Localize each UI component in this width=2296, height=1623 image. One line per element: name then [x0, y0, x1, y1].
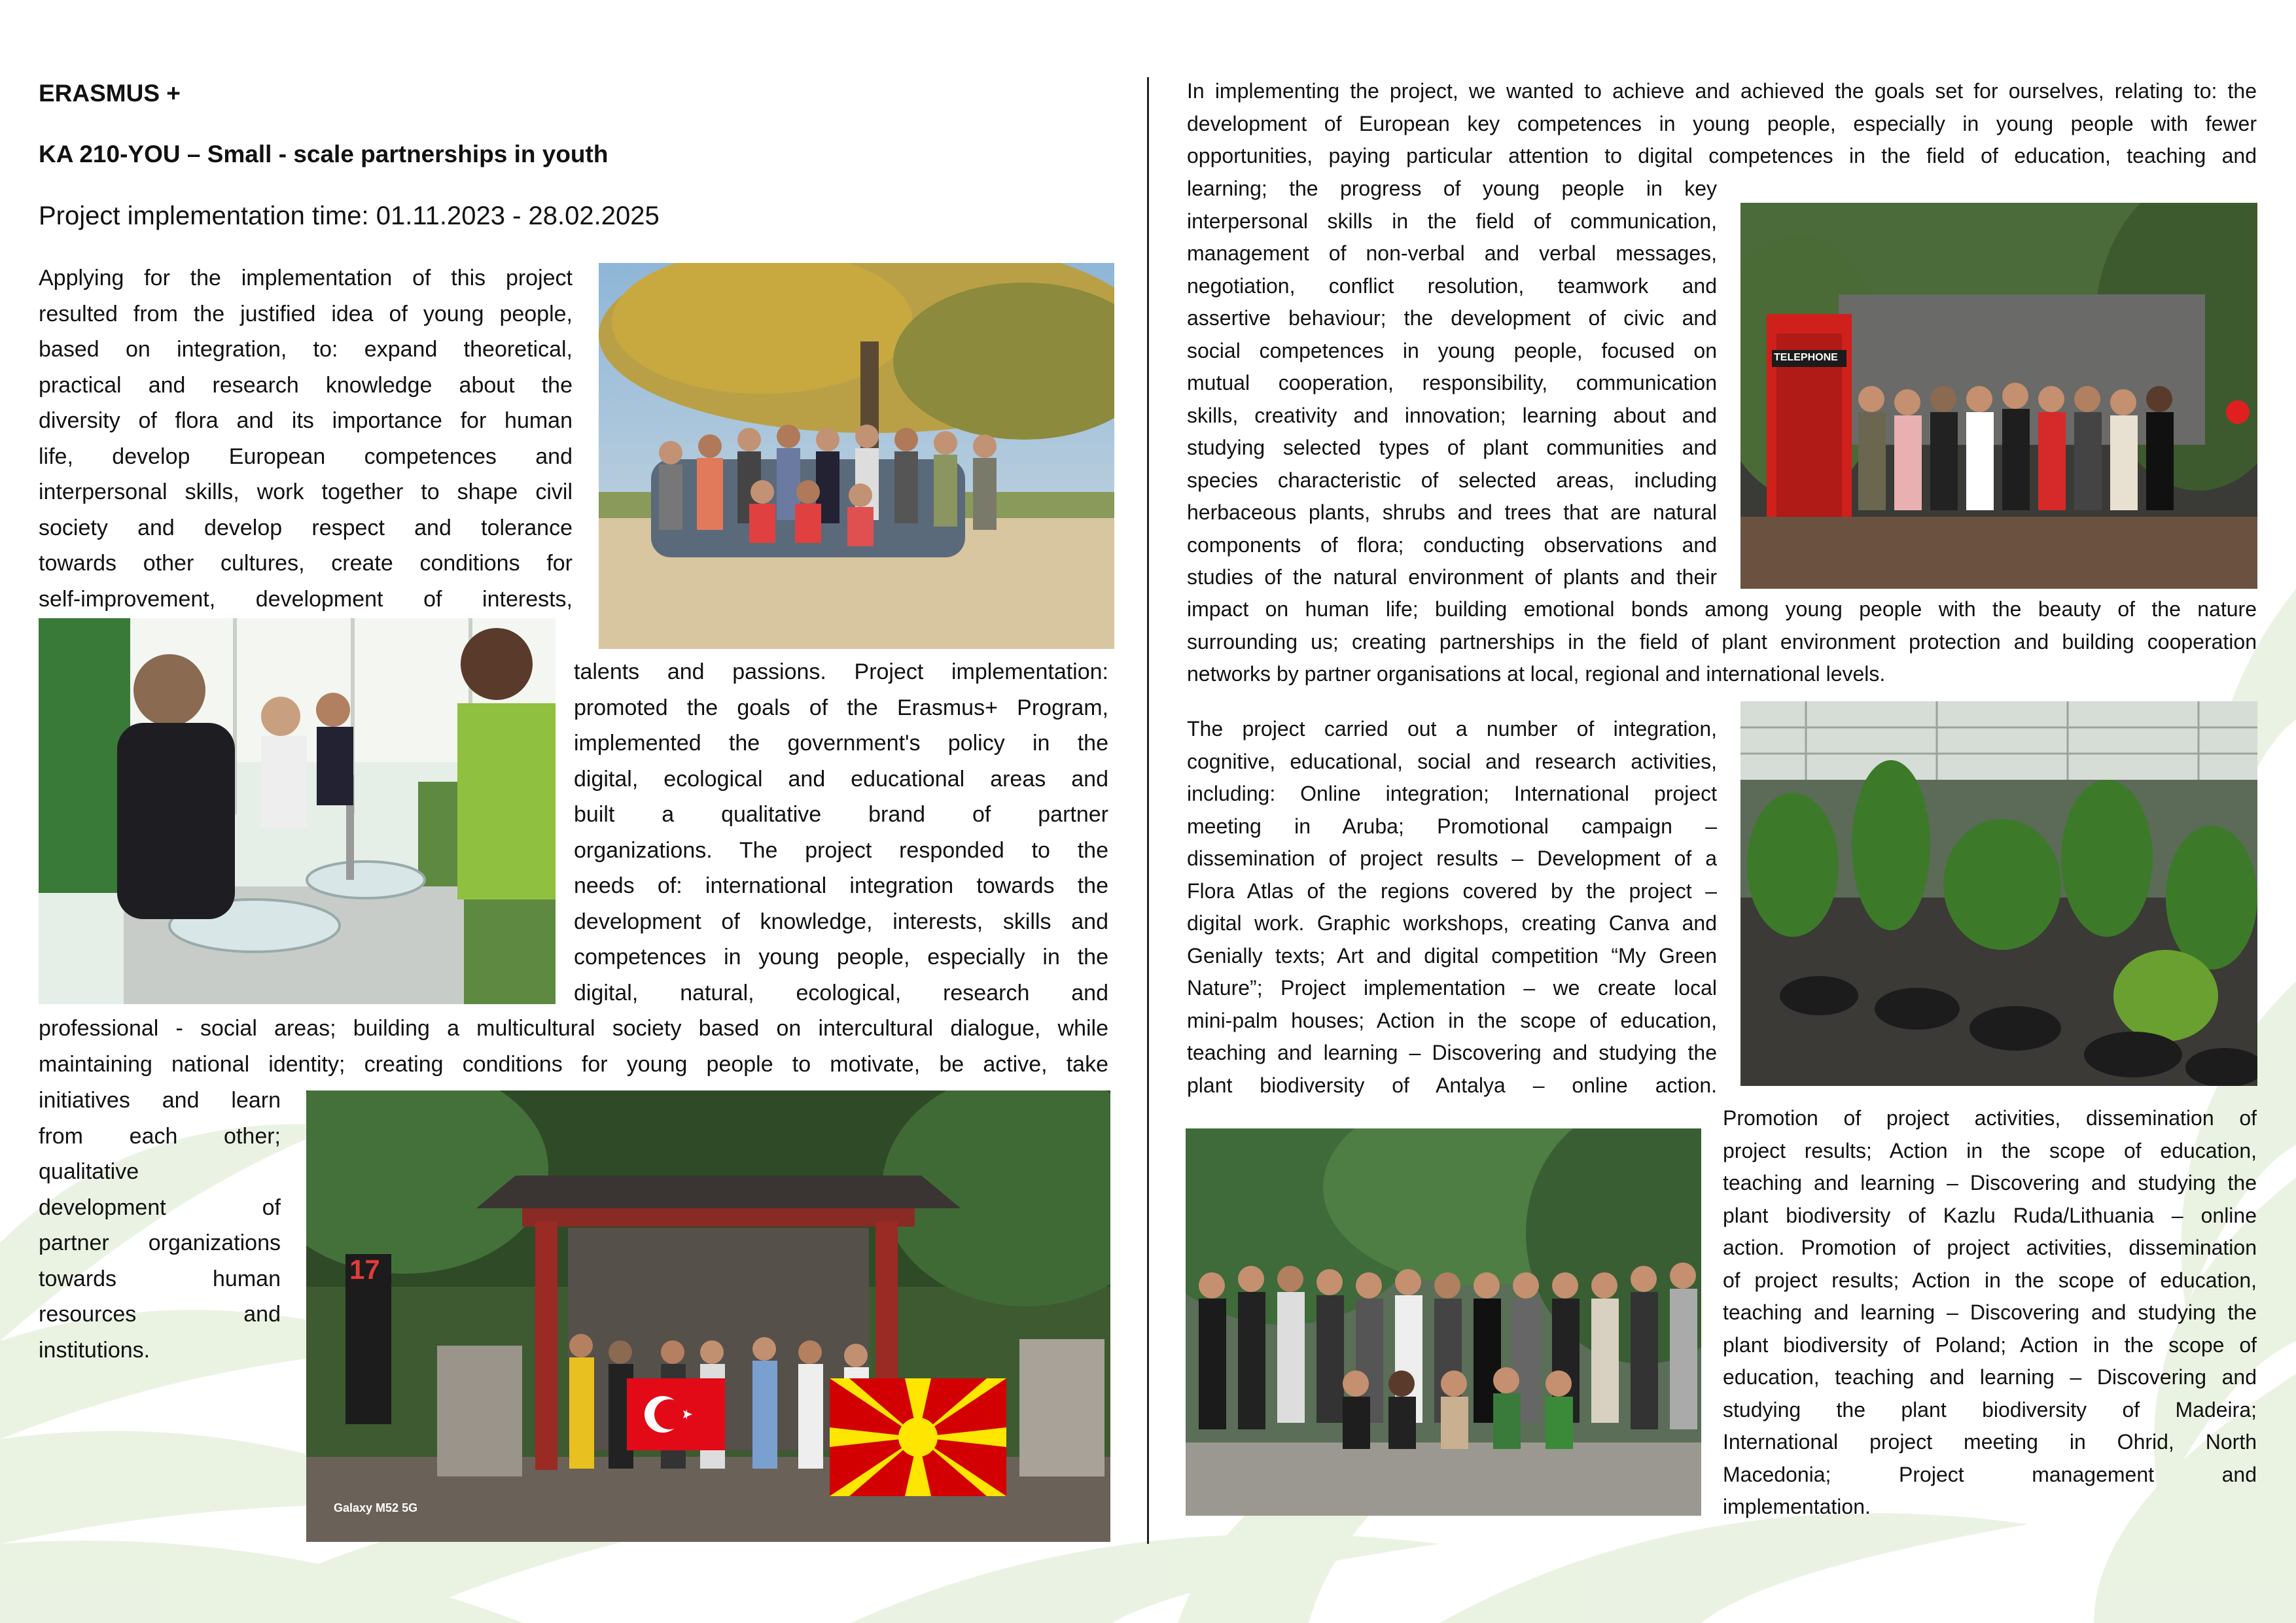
photo-telephone-booth-group: [1740, 203, 2257, 589]
photo-greenhouse-plants: [1740, 701, 2257, 1086]
camera-watermark: Galaxy M52 5G: [334, 1501, 418, 1514]
telephone-sign: TELEPHONE: [1774, 352, 1838, 363]
right-paragraph-2: The project carried out a number of integration, cognitive, educational, social and research activities, including: Online integration; International project meeting in Aruba; Promotional campaign – dissemination of project results – Development of a Flora Atlas of the regions covered by the project – digital work. Graphic workshops, creating Canva and Genially texts; Art and digital competition “My Green Nature”; Project implementation – we create local mini-palm houses; Action in the scope of education, teaching and learning – Discovering and studying the plant biodiversity of Antalya – online action.: [1187, 717, 1717, 1097]
photo-palm-house-group: [1186, 1128, 1701, 1516]
action-title: KA 210-YOU – Small - scale partnerships in youth: [39, 141, 609, 167]
garden-sign-number: 17: [349, 1254, 380, 1285]
right-paragraph-3: Promotion of project activities, dissemination of project results; Action in the scope of education, teaching and learning – Discovering and studying the plant biodiversity of Kazlu Ruda/Lithuania – online action. Promotion of project activities, dissemination of project results; Action in the scope of education, teaching and learning – Discovering and studying the plant biodiversity of Poland; Action in the scope of education, teaching and learning – Discovering and studying the plant biodiversity of Madeira; International project meeting in Ohrid, North Macedonia; Project management and implementation.: [1723, 1106, 2257, 1518]
left-paragraph-3: professional - social areas; building a multicultural society based on intercultural dialogue, while maintaining national identity; creating conditions for young people to motivate, be active, take: [39, 1016, 1108, 1077]
column-divider: [1147, 77, 1149, 1544]
right-paragraph-1-narrow: learning; the progress of young people in key interpersonal skills in the field of communication, management of non-verbal and verbal messages, negotiation, conflict resolution, teamwork and assertive behaviour; the development of civic and social competences in young people, focused on mutual cooperation, responsibility, communication skills, creativity and innovation; learning about and studying selected types of plant communities and species characteristic of selected areas, including herbaceous plants, shrubs and trees that are natural components of flora; conducting observations and studies of the natural environment of plants and their: [1187, 177, 1717, 589]
program-title: ERASMUS +: [39, 80, 181, 107]
left-paragraph-1: Applying for the implementation of this project resulted from the justified idea of young people, based on integration, to: expand theoretical, practical and research knowledge about the diversity of flora and its importance for human life, develop European competences and interpersonal skills, work together to shape civil society and develop respect and tolerance towards other cultures, create conditions for self-improvement, development of interests,: [39, 266, 573, 612]
photo-water-experiment: [39, 618, 556, 1004]
photo-madeira-gate-flags: [306, 1091, 1110, 1542]
implementation-period: Project implementation time: 01.11.2023 - 28.02.2025: [39, 201, 660, 230]
left-paragraph-4: initiatives and learn from each other; qualitative development of partner organizations towards human resources and institutions.: [39, 1088, 281, 1363]
photo-aruba-group: [599, 263, 1114, 649]
right-paragraph-1-tail: impact on human life; building emotional bonds among young people with the beauty of the nature surrounding us; creating partnerships in the field of plant environment protection and building cooperation networks by partner organisations at local, regional and international levels.: [1187, 597, 2257, 686]
right-paragraph-1-top: In implementing the project, we wanted to achieve and achieved the goals set for ourselves, relating to: the development of European key competences in young people, especially in young people with fewer opportunities, paying particular attention to digital competences in the field of education, teaching and: [1187, 79, 2257, 167]
left-paragraph-2: talents and passions. Project implementation: promoted the goals of the Erasmus+ Program, implemented the government's policy in the digital, ecological and educational areas and built a qualitative brand of partner organizations. The project responded to the needs of: international integration towards the development of knowledge, interests, skills and competences in young people, especially in the digital, natural, ecological, research and: [574, 659, 1108, 1005]
